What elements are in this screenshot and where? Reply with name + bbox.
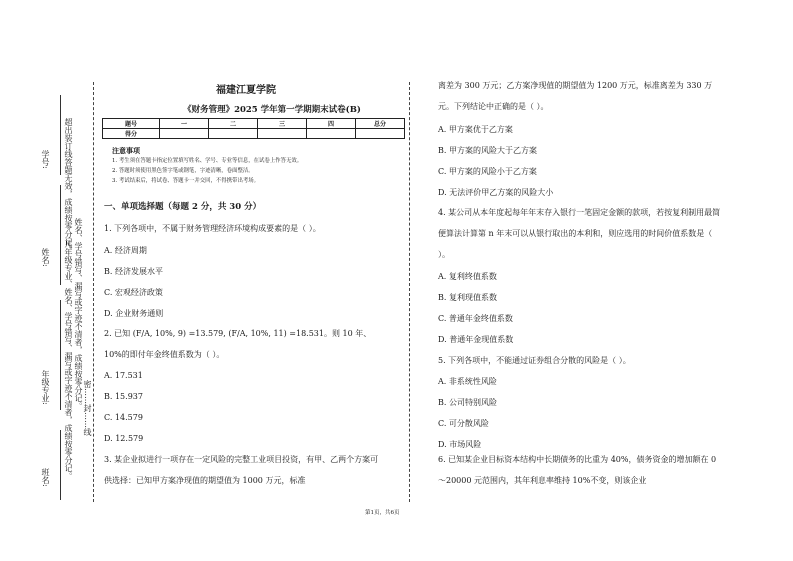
option: A. 经济周期 — [104, 246, 147, 255]
score-table-row — [103, 129, 405, 139]
option: D. 无法评价甲乙方案的风险大小 — [438, 188, 554, 197]
score-cell — [209, 129, 258, 139]
margin-line — [60, 430, 61, 500]
score-cell — [307, 129, 356, 139]
score-cell: 得分 — [103, 129, 160, 139]
option: B. 公司特别风险 — [438, 398, 497, 407]
option: B. 复利现值系数 — [438, 293, 497, 302]
notice-item: 1. 考生须在答题卡指定位置填写姓名、学号、专业等信息，在试卷上作答无效。 — [112, 158, 303, 164]
score-cell: 总分 — [356, 119, 405, 129]
notice-heading: 注意事项 — [112, 146, 140, 155]
question-2: 2. 已知 (F/A, 10%, 9) =13.579, (F/A, 10%, 11) =18.531。则 10 年、10%的即付年金终值系数为（ ）。 — [104, 329, 372, 359]
margin-instructions: 姓名、学号错写、漏写或字迹不清者，成绩按零分记。 — [74, 218, 83, 410]
score-cell — [258, 129, 307, 139]
option: C. 14.579 — [104, 413, 143, 422]
option: B. 甲方案的风险大于乙方案 — [438, 146, 537, 155]
option: D. 12.579 — [104, 434, 144, 443]
score-cell: 三 — [258, 119, 307, 129]
margin-line — [60, 185, 61, 285]
margin-major-label: 年级专业: — [41, 370, 50, 405]
option: C. 普通年金终值系数 — [438, 314, 513, 323]
score-cell: 题号 — [103, 119, 160, 129]
score-cell — [356, 129, 405, 139]
option: B. 经济发展水平 — [104, 267, 163, 276]
margin-name-label: 姓名: — [41, 248, 50, 267]
option: C. 甲方案的风险小于乙方案 — [438, 167, 537, 176]
school-name: 福建江夏学院 — [216, 85, 276, 96]
option: C. 宏观经济政策 — [104, 288, 163, 297]
score-table — [102, 118, 405, 139]
section-heading: 一、单项选择题（每题 2 分，共 30 分） — [104, 202, 262, 212]
option: D. 企业财务通则 — [104, 309, 164, 318]
option: A. 17.531 — [104, 371, 143, 380]
option: D. 市场风险 — [438, 440, 482, 449]
option: A. 非系统性风险 — [438, 377, 497, 386]
score-cell: 二 — [209, 119, 258, 129]
score-cell — [160, 129, 209, 139]
exam-title: 《财务管理》2025 学年第一学期期末试卷(B) — [183, 105, 361, 115]
option: B. 15.937 — [104, 392, 143, 401]
question-1: 1. 下列各项中，不属于财务管理经济环境构成要素的是（ ）。 — [104, 224, 321, 233]
question-3: 3. 某企业拟进行一项存在一定风险的完整工业项目投资，有甲、乙两个方案可供选择：已知甲方案净现值的期望值为 1000 万元，标准 — [104, 455, 379, 485]
margin-staple-hint: 凡年级专业、姓名、学号错写、漏写或字迹不清者，成绩按零分记。 — [64, 240, 73, 480]
notice-item: 2. 答题时须使用黑色签字笔或钢笔，字迹清晰，卷面整洁。 — [112, 168, 254, 174]
option: A. 复利终值系数 — [438, 272, 497, 281]
question-3-continued: 离差为 300 万元；乙方案净现值的期望值为 1200 万元，标准离差为 330 万元。下列结论中正确的是（ ）。 — [438, 81, 713, 111]
notice-item: 3. 考试结束后，将试卷、答题卡一并交回，不得携带出考场。 — [112, 178, 260, 184]
page-footer: 第1页，共6页 — [365, 510, 400, 516]
margin-warning: 超出装订线答题无效，成绩按零分记。 — [64, 118, 73, 254]
cut-line — [93, 82, 94, 502]
question-4: 4. 某公司从本年度起每年年末存入银行一笔固定金额的款项，若按复利制用最简便算法计算第 n 年末可以从银行取出的本利和，则应选用的时间价值系数是（ ）。 — [438, 208, 721, 259]
option: A. 甲方案优于乙方案 — [438, 125, 513, 134]
margin-seal: 密……封……线 — [83, 380, 92, 436]
column-divider — [409, 82, 410, 502]
option: D. 普通年金现值系数 — [438, 335, 514, 344]
margin-bottom-label: 班名: — [41, 468, 50, 487]
score-cell: 四 — [307, 119, 356, 129]
margin-student-id-label: 学号: — [41, 150, 50, 169]
margin-line — [60, 95, 61, 175]
score-cell: 一 — [160, 119, 209, 129]
question-6: 6. 已知某企业目标资本结构中长期债务的比重为 40%，债务资金的增加额在 0～20000 元范围内，其年利息率维持 10%不变，则该企业 — [438, 455, 717, 485]
option: C. 可分散风险 — [438, 419, 489, 428]
margin-line — [60, 300, 61, 410]
question-5: 5. 下列各项中，不能通过证券组合分散的风险是（ ）。 — [438, 356, 631, 365]
score-table-row — [103, 119, 405, 129]
